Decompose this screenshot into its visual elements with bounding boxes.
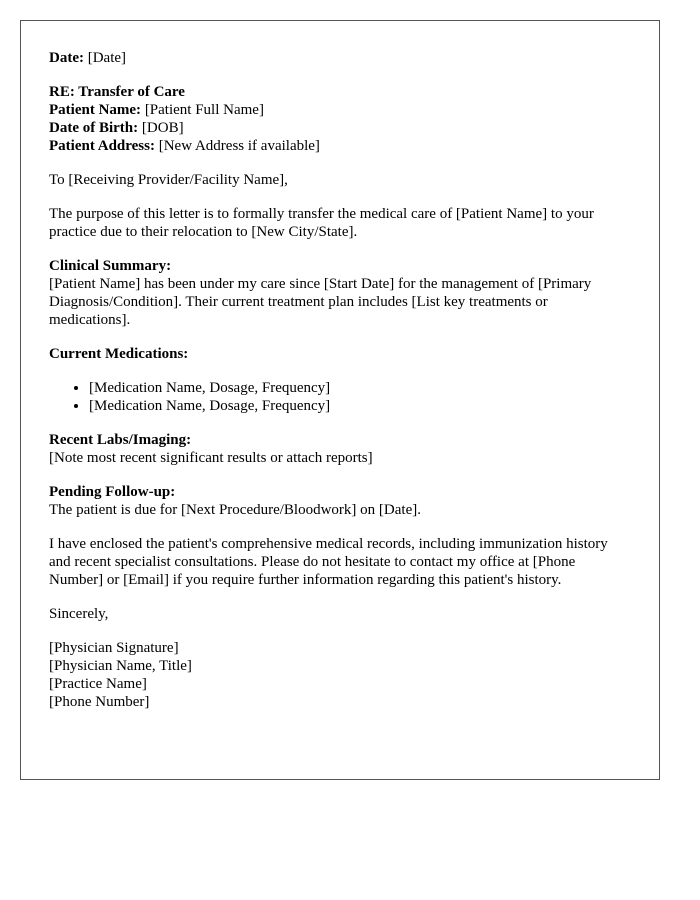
address-label: Patient Address: (49, 138, 155, 154)
medication-item: • [Medication Name, Dosage, Frequency] (89, 379, 631, 397)
labs-text: [Note most recent significant results or attach reports] (49, 450, 373, 466)
practice-name: [Practice Name] (49, 676, 147, 692)
re-line: RE: Transfer of Care (49, 84, 185, 100)
medications-heading: Current Medications: (49, 346, 189, 362)
patient-name-line (49, 101, 631, 119)
address-value: [New Address if available] (158, 138, 320, 154)
address-line (49, 137, 631, 155)
signature-block (49, 639, 631, 711)
followup-heading: Pending Follow-up: (49, 484, 176, 500)
clinical-summary-text: [Patient Name] has been under my care since [Start Date] for the management of [Primary Diagnosis/Condition]. Their current treatment plan includes [List key treatments or medications]. (49, 276, 592, 328)
patient-name-value: [Patient Full Name] (144, 102, 264, 118)
purpose-paragraph: The purpose of this letter is to formally transfer the medical care of [Patient Name] to your practice due to their relocation to [New City/State]. (49, 206, 594, 240)
followup-section (49, 483, 631, 519)
date-label: Date: (49, 50, 84, 66)
physician-name-title: [Physician Name, Title] (49, 658, 192, 674)
patient-name-label: Patient Name: (49, 102, 142, 118)
followup-text: The patient is due for [Next Procedure/Bloodwork] on [Date]. (49, 502, 421, 518)
clinical-summary-section (49, 257, 631, 329)
letter-document (20, 20, 660, 780)
patient-header (49, 83, 631, 155)
medications-section (49, 345, 631, 415)
clinical-summary-heading: Clinical Summary: (49, 258, 172, 274)
dob-label: Date of Birth: (49, 120, 139, 136)
labs-section (49, 431, 631, 467)
medication-item: • [Medication Name, Dosage, Frequency] (89, 397, 631, 415)
phone-number: [Phone Number] (49, 694, 150, 710)
dob-value: [DOB] (141, 120, 184, 136)
physician-signature: [Physician Signature] (49, 640, 179, 656)
sign-off: Sincerely, (49, 606, 109, 622)
labs-heading: Recent Labs/Imaging: (49, 432, 192, 448)
dob-line (49, 119, 631, 137)
medications-list (49, 379, 631, 415)
date-value: [Date] (87, 50, 127, 66)
date-line (49, 49, 631, 67)
closing-paragraph: I have enclosed the patient's comprehensive medical records, including immunization history and recent specialist consultations. Please do not hesitate to contact my office at [Phone Number] or [Email] if you require further information regarding this patient's history. (49, 536, 608, 588)
salutation: To [Receiving Provider/Facility Name], (49, 172, 288, 188)
